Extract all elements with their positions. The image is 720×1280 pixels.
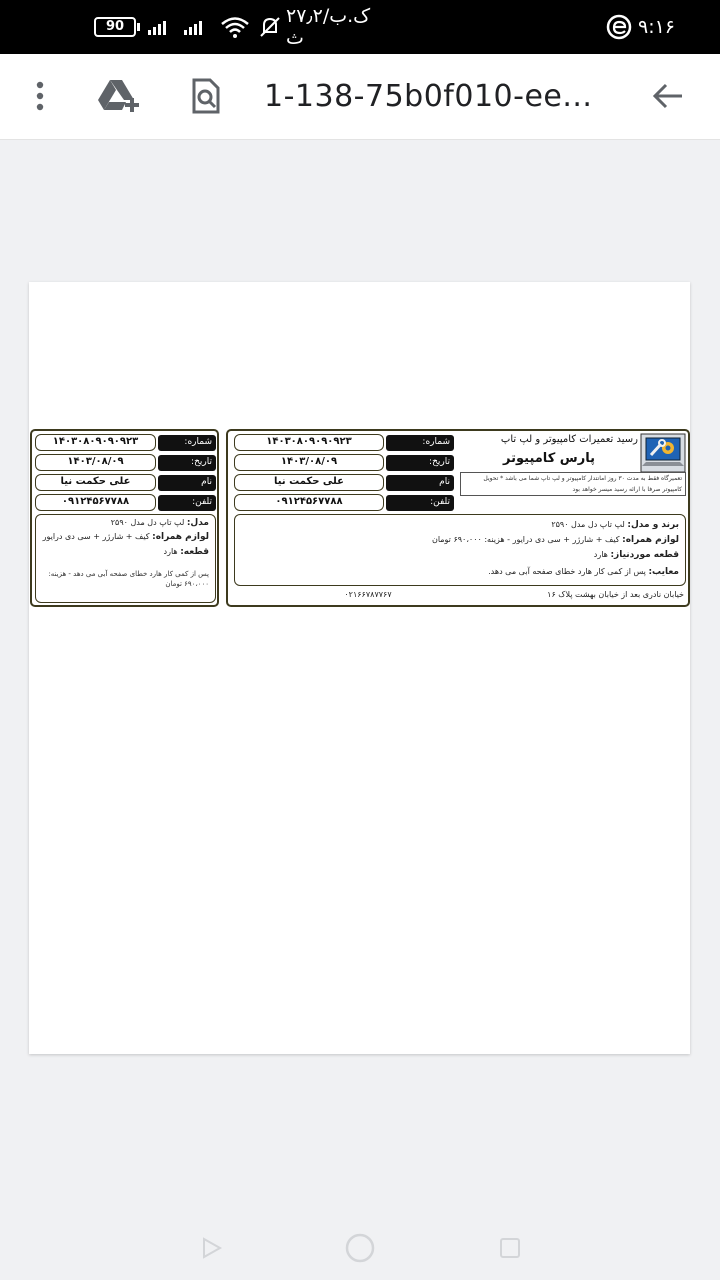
network-speed: ۲۷٫۲ک.ب/ث [286, 5, 371, 49]
repair-logo-icon [640, 433, 686, 473]
stub-name-label: نام [158, 475, 216, 491]
shop-address: خیابان نادری بعد از خیابان بهشت پلاک ۱۶ [547, 590, 684, 599]
battery-tip [137, 23, 140, 31]
add-to-drive-button[interactable] [90, 68, 146, 124]
more-options-button[interactable] [12, 68, 68, 124]
defects-line [488, 567, 679, 577]
custody-notice: تعمیرگاه فقط به مدت ۳۰ روز امانتدار کامپیوتر و لپ تاپ شما می باشد * تحویل کامپیوتر صرفا با ارائه رسید میسر خواهد بود [460, 472, 686, 496]
nav-recents-button[interactable] [498, 1236, 522, 1260]
file-title: 1-138-75b0f010-ee... [264, 79, 593, 114]
receipt-name: علی حکمت نیا [234, 474, 384, 491]
stub-model-label: مدل: [186, 518, 209, 528]
battery-level: 90 [94, 17, 136, 37]
accessories-line [432, 535, 679, 545]
back-button[interactable] [640, 68, 696, 124]
nav-home-button[interactable] [344, 1232, 376, 1264]
nav-back-button[interactable] [200, 1236, 224, 1260]
stub-accessories: کیف + شارژر + سی دی درایور [42, 532, 150, 541]
find-in-page-button[interactable] [178, 68, 234, 124]
navigation-bar [0, 1218, 720, 1280]
receipt-details-box [234, 514, 686, 586]
document-viewer[interactable] [0, 140, 720, 1220]
nav-recents-icon [498, 1236, 522, 1260]
receipt-date-label: تاریخ: [386, 455, 454, 471]
more-vert-icon [35, 81, 45, 111]
arrow-back-icon [652, 82, 684, 110]
receipt-date: ۱۴۰۳/۰۸/۰۹ [234, 454, 384, 471]
stub-phone-label: تلفن: [158, 495, 216, 511]
stub-accessories-label: لوازم همراه: [152, 532, 209, 542]
stub-number-label: شماره: [158, 435, 216, 451]
status-bar [0, 0, 720, 54]
stub-defects: پس از کمی کار هارد خطای صفحه آبی می دهد - هزینه: ۶۹۰،۰۰۰ تومان [48, 570, 209, 588]
accessories-label: لوازم همراه: [622, 535, 679, 545]
stub-part: هارد [163, 547, 178, 556]
stub-part-line [164, 547, 209, 557]
stub-model: لپ تاپ دل مدل ۲۵۹۰ [110, 518, 185, 527]
stub-accessories-line [43, 532, 209, 542]
nav-back-icon [200, 1236, 224, 1260]
shop-name: پارس کامپیوتر [503, 451, 595, 466]
viewer-toolbar [0, 54, 720, 140]
shop-title: رسید تعمیرات کامپیوتر و لپ تاپ [500, 434, 638, 445]
receipt-stub [30, 429, 219, 607]
defects-value: پس از کمی کار هارد خطای صفحه آبی می دهد. [488, 567, 646, 576]
receipt-phone: ۰۹۱۲۴۵۶۷۷۸۸ [234, 494, 384, 511]
brand-value: لپ تاپ دل مدل ۲۵۹۰ [551, 520, 625, 529]
stub-phone: ۰۹۱۲۴۵۶۷۷۸۸ [35, 494, 156, 511]
defects-label: معایب: [648, 567, 679, 577]
find-in-page-icon [190, 78, 222, 114]
stub-name: علی حکمت نیا [35, 474, 156, 491]
stub-date: ۱۴۰۳/۰۸/۰۹ [35, 454, 156, 471]
receipt-number-label: شماره: [386, 435, 454, 451]
add-to-drive-icon [96, 78, 140, 114]
part-label: قطعه موردنیاز: [610, 550, 679, 560]
clock: ۹:۱۶ [638, 16, 676, 38]
receipt-name-label: نام [386, 475, 454, 491]
shop-phone: ۰۲۱۶۶۷۸۷۷۶۷ [344, 590, 392, 599]
stub-part-label: قطعه: [180, 547, 209, 557]
receipt-main [226, 429, 690, 607]
brand-label: برند و مدل: [627, 520, 679, 530]
edge-icon [606, 0, 632, 54]
wifi-icon [220, 0, 250, 54]
part-value: هارد [593, 550, 608, 559]
brand-line [551, 520, 679, 530]
stub-model-line [111, 518, 209, 528]
receipt-phone-label: تلفن: [386, 495, 454, 511]
part-line [594, 550, 679, 560]
pdf-page[interactable] [29, 282, 690, 1054]
stub-number: ۱۴۰۳۰۸۰۹۰۹۰۹۲۳ [35, 434, 156, 451]
nav-home-icon [344, 1232, 376, 1264]
signal-icon [146, 0, 216, 54]
stub-date-label: تاریخ: [158, 455, 216, 471]
stub-details-box [35, 514, 216, 603]
battery-indicator [94, 0, 140, 54]
receipt-number: ۱۴۰۳۰۸۰۹۰۹۰۹۲۳ [234, 434, 384, 451]
accessories-value: کیف + شارژر + سی دی درایور - هزینه: ۶۹۰،۰۰۰ تومان [431, 535, 620, 544]
notifications-off-icon [258, 0, 282, 54]
